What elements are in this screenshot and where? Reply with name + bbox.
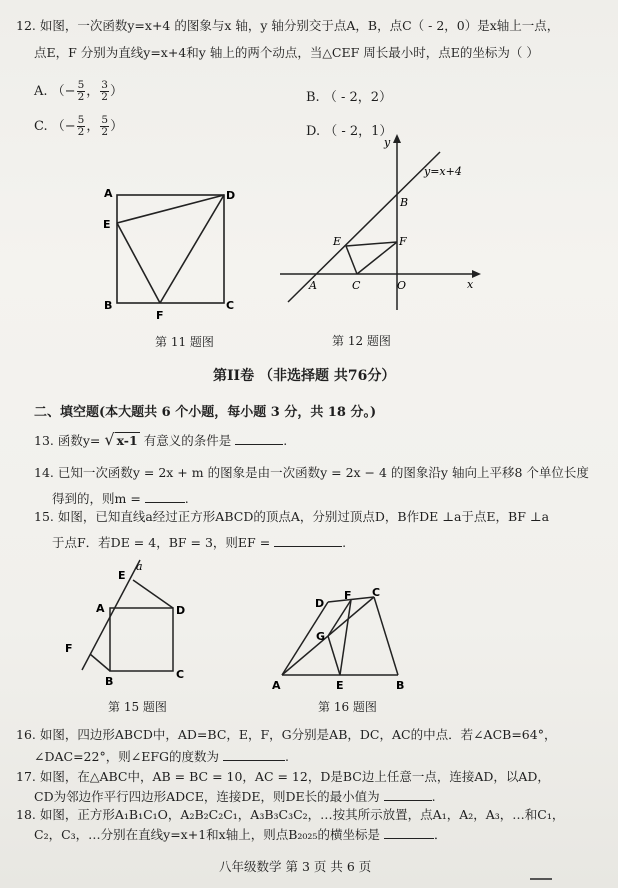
q16-answer-blank[interactable]	[223, 748, 285, 761]
fig11-label-f: F	[156, 309, 164, 320]
fig11-segment-ef	[117, 223, 160, 303]
q14-line2: 得到的，则m = .	[52, 491, 189, 506]
q15-line1: 15. 如图，已知直线a经过正方形ABCD的顶点A，分别过顶点D，B作DE ⊥a于点E，BF ⊥a	[34, 509, 550, 524]
fig15-label-a-line: a	[136, 560, 143, 573]
fig11-label-b: B	[104, 299, 113, 312]
q12-line2: 点E，F 分别为直线y=x+4和y 轴上的两个动点，当△CEF 周长最小时，点E的坐标为（ ）	[34, 45, 539, 60]
fig11-segment-ed	[117, 195, 224, 223]
fig15-label-d: D	[176, 604, 186, 617]
page-footer: 八年级数学 第 3 页 共 6 页	[219, 859, 372, 874]
fig16-side-bc	[374, 597, 398, 675]
part2-title: 第II卷 （非选择题 共76分）	[213, 368, 396, 384]
fig12-label-f: F	[399, 235, 407, 248]
fig12-label-e: E	[333, 235, 342, 248]
fig12-segment-cf	[357, 242, 397, 274]
fig15-label-c: C	[176, 668, 185, 681]
q12-option-c-label: C.	[34, 119, 48, 134]
fig15-line-a	[82, 560, 140, 670]
fig16-label-g: G	[316, 630, 326, 643]
fig12-label-line: y=x+4	[424, 165, 462, 178]
figure-16	[270, 585, 415, 695]
fig12-label-a: A	[309, 279, 317, 292]
fig15-segment-de	[133, 580, 173, 608]
footer-mark	[530, 878, 552, 880]
fig16-label-b: B	[396, 679, 405, 692]
q17-line1: 17. 如图，在△ABC中，AB = BC = 10，AC = 12，D是BC边上任意一点，连接AD，以AD，	[16, 769, 550, 784]
q18-line2: C₂，C₃，…分别在直线y=x+1和x轴上，则点B₂₀₂₅的横坐标是 ．	[34, 827, 447, 842]
fig12-label-y: y	[384, 136, 391, 149]
fig16-segment-ef	[340, 600, 351, 675]
fig16-caption: 第 16 题图	[318, 700, 377, 714]
q12-option-a: A. （− $\frac{5}{2}$ ， $\frac{3}{2}$ ）	[34, 79, 123, 103]
fig12-label-x: x	[467, 278, 474, 291]
q13-line: 13. 函数y= √ x-1 有意义的条件是 .	[34, 430, 288, 449]
fig12-label-o: O	[397, 279, 407, 292]
fig12-label-c: C	[352, 279, 361, 292]
fig12-segment-ec	[346, 246, 357, 274]
fig16-label-d: D	[315, 597, 325, 610]
q14-answer-blank[interactable]	[145, 490, 185, 503]
fig11-label-c: C	[226, 299, 235, 312]
figure-11	[100, 185, 240, 320]
fig15-caption: 第 15 题图	[108, 700, 167, 714]
q12-line1: 12. 如图，一次函数y=x+4 的图象与x 轴，y 轴分别交于点A，B，点C（ - 2，0）是x轴上一点，	[16, 18, 560, 33]
q13-answer-blank[interactable]	[235, 432, 283, 445]
q13-radicand: x-1	[116, 433, 138, 448]
q16-line2: ∠DAC=22°，则∠EFG的度数为 .	[34, 749, 289, 764]
q16-line1: 16. 如图，四边形ABCD中，AD=BC，E，F，G分别是AB，DC，AC的中点．若∠ACB=64°，	[16, 727, 557, 742]
fig16-label-e: E	[336, 679, 344, 692]
q13-suffix: 有意义的条件是	[143, 433, 232, 448]
q13-prefix: 13. 函数y=	[34, 433, 101, 448]
q15-answer-blank[interactable]	[274, 534, 342, 547]
fill-in-section-title: 二、填空题(本大题共 6 个小题，每小题 3 分，共 18 分。)	[34, 405, 377, 420]
q18-line1: 18. 如图，正方形A₁B₁C₁O，A₂B₂C₂C₁，A₃B₃C₃C₂，…按其所示放置，点A₁，A₂，A₃，…和C₁，	[16, 807, 565, 822]
q12-option-a-sign: −	[64, 84, 76, 99]
fig16-segment-fg	[328, 600, 351, 636]
fig11-label-a: A	[104, 187, 113, 200]
fig16-label-c: C	[372, 586, 381, 599]
fig11-caption: 第 11 题图	[155, 335, 214, 349]
q12-option-c: C. （− $\frac{5}{2}$ ， $\frac{5}{2}$ ）	[34, 114, 124, 138]
q12-option-b: B. （ - 2，2）	[306, 90, 393, 105]
fig15-label-f: F	[65, 642, 73, 655]
q14-line1: 14. 已知一次函数y = 2x + m 的图象是由一次函数y = 2x − 4 的图象沿y 轴向上平移8 个单位长度	[34, 465, 589, 480]
fig15-label-e: E	[118, 569, 126, 582]
figure-15	[60, 558, 195, 688]
q17-line2: CD为邻边作平行四边形ADCE，连接DE，则DE长的最小值为 .	[34, 789, 436, 804]
q17-answer-blank[interactable]	[384, 788, 432, 801]
fig15-label-a: A	[96, 602, 105, 615]
fig11-segment-df	[160, 195, 224, 303]
fig11-label-e: E	[103, 218, 111, 231]
fig12-caption: 第 12 题图	[332, 334, 391, 348]
fig16-segment-ge	[328, 636, 340, 675]
q15-line2: 于点F．若DE = 4，BF = 3，则EF = .	[52, 535, 347, 550]
q12-option-d: D. （ - 2，1）	[306, 124, 393, 139]
q18-answer-blank[interactable]	[384, 826, 434, 839]
fig15-label-b: B	[105, 675, 114, 688]
q12-option-c-sign: −	[64, 119, 76, 134]
fig15-square	[110, 608, 173, 671]
fig15-segment-bf	[90, 654, 110, 671]
fig11-label-d: D	[226, 189, 236, 202]
fig16-label-f: F	[344, 589, 352, 602]
fig12-label-b: B	[400, 196, 409, 209]
q12-option-a-label: A.	[34, 84, 48, 99]
fig12-segment-ef	[346, 242, 397, 246]
fig16-label-a: A	[272, 679, 281, 692]
figure-12	[276, 132, 486, 317]
